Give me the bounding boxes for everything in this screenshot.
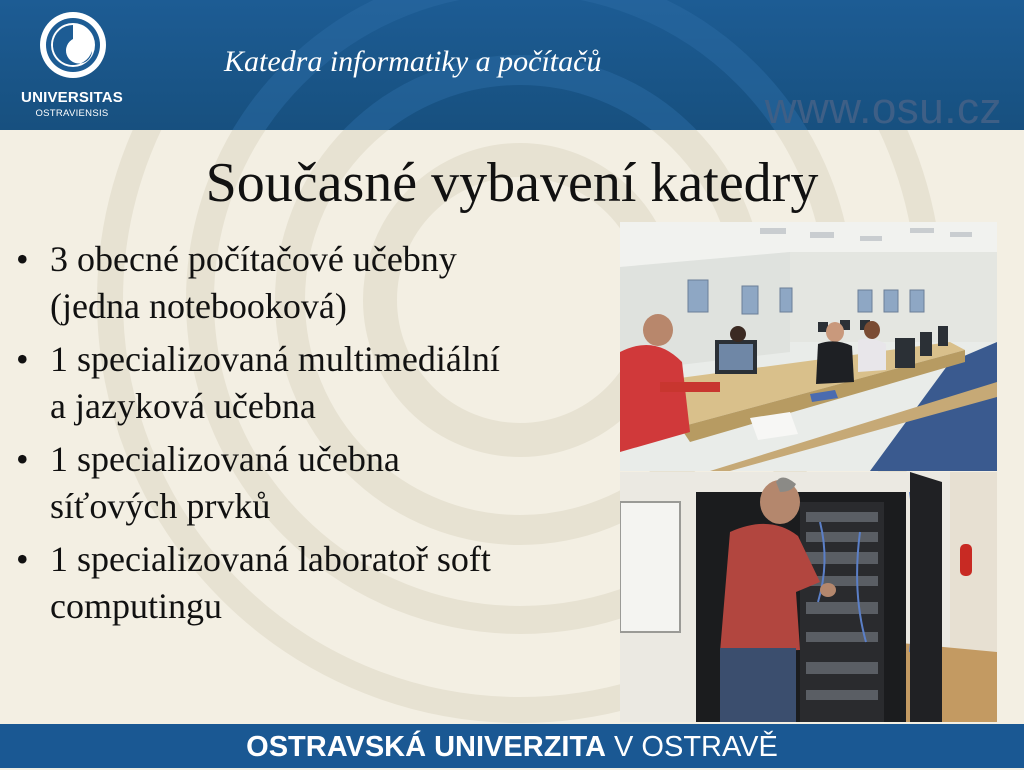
bullet-text: (jedna notebooková): [50, 286, 347, 326]
bullet-text: 1 specializovaná laboratoř soft: [50, 539, 491, 579]
university-logo: [12, 10, 132, 122]
header-band: [0, 0, 1024, 130]
logo-wordmark: UNIVERSITAS: [21, 89, 123, 106]
department-name: Katedra informatiky a počítačů: [224, 45, 602, 78]
bullet-text: a jazyková učebna: [50, 386, 316, 426]
footer-university-name: OSTRAVSKÁ UNIVERZITA: [246, 731, 606, 763]
bullet-text: 3 obecné počítačové učebny: [50, 239, 457, 279]
bullet-item: [14, 236, 614, 330]
website-url[interactable]: www.osu.cz: [764, 84, 1002, 130]
bullet-item: [14, 436, 614, 530]
footer-band: [0, 724, 1024, 768]
bullet-text: 1 specializovaná multimediální: [50, 339, 500, 379]
bullet-item: [14, 336, 614, 430]
bullet-item: [14, 536, 614, 630]
bullet-marker: •: [16, 239, 29, 279]
bullet-text: computingu: [50, 586, 222, 626]
network-lab-photo: [620, 472, 997, 722]
logo-subtitle: OSTRAVIENSIS: [35, 108, 109, 119]
university-emblem-icon: [38, 10, 108, 80]
bullet-marker: •: [16, 539, 29, 579]
bullet-marker: •: [16, 439, 29, 479]
bullet-text: síťových prvků: [50, 486, 271, 526]
bullet-list: [14, 236, 614, 636]
bullet-text: 1 specializovaná učebna: [50, 439, 400, 479]
bullet-marker: •: [16, 339, 29, 379]
footer-city: V OSTRAVĚ: [605, 731, 778, 763]
classroom-photo: [620, 222, 997, 471]
slide-title: Současné vybavení katedry: [205, 152, 819, 214]
